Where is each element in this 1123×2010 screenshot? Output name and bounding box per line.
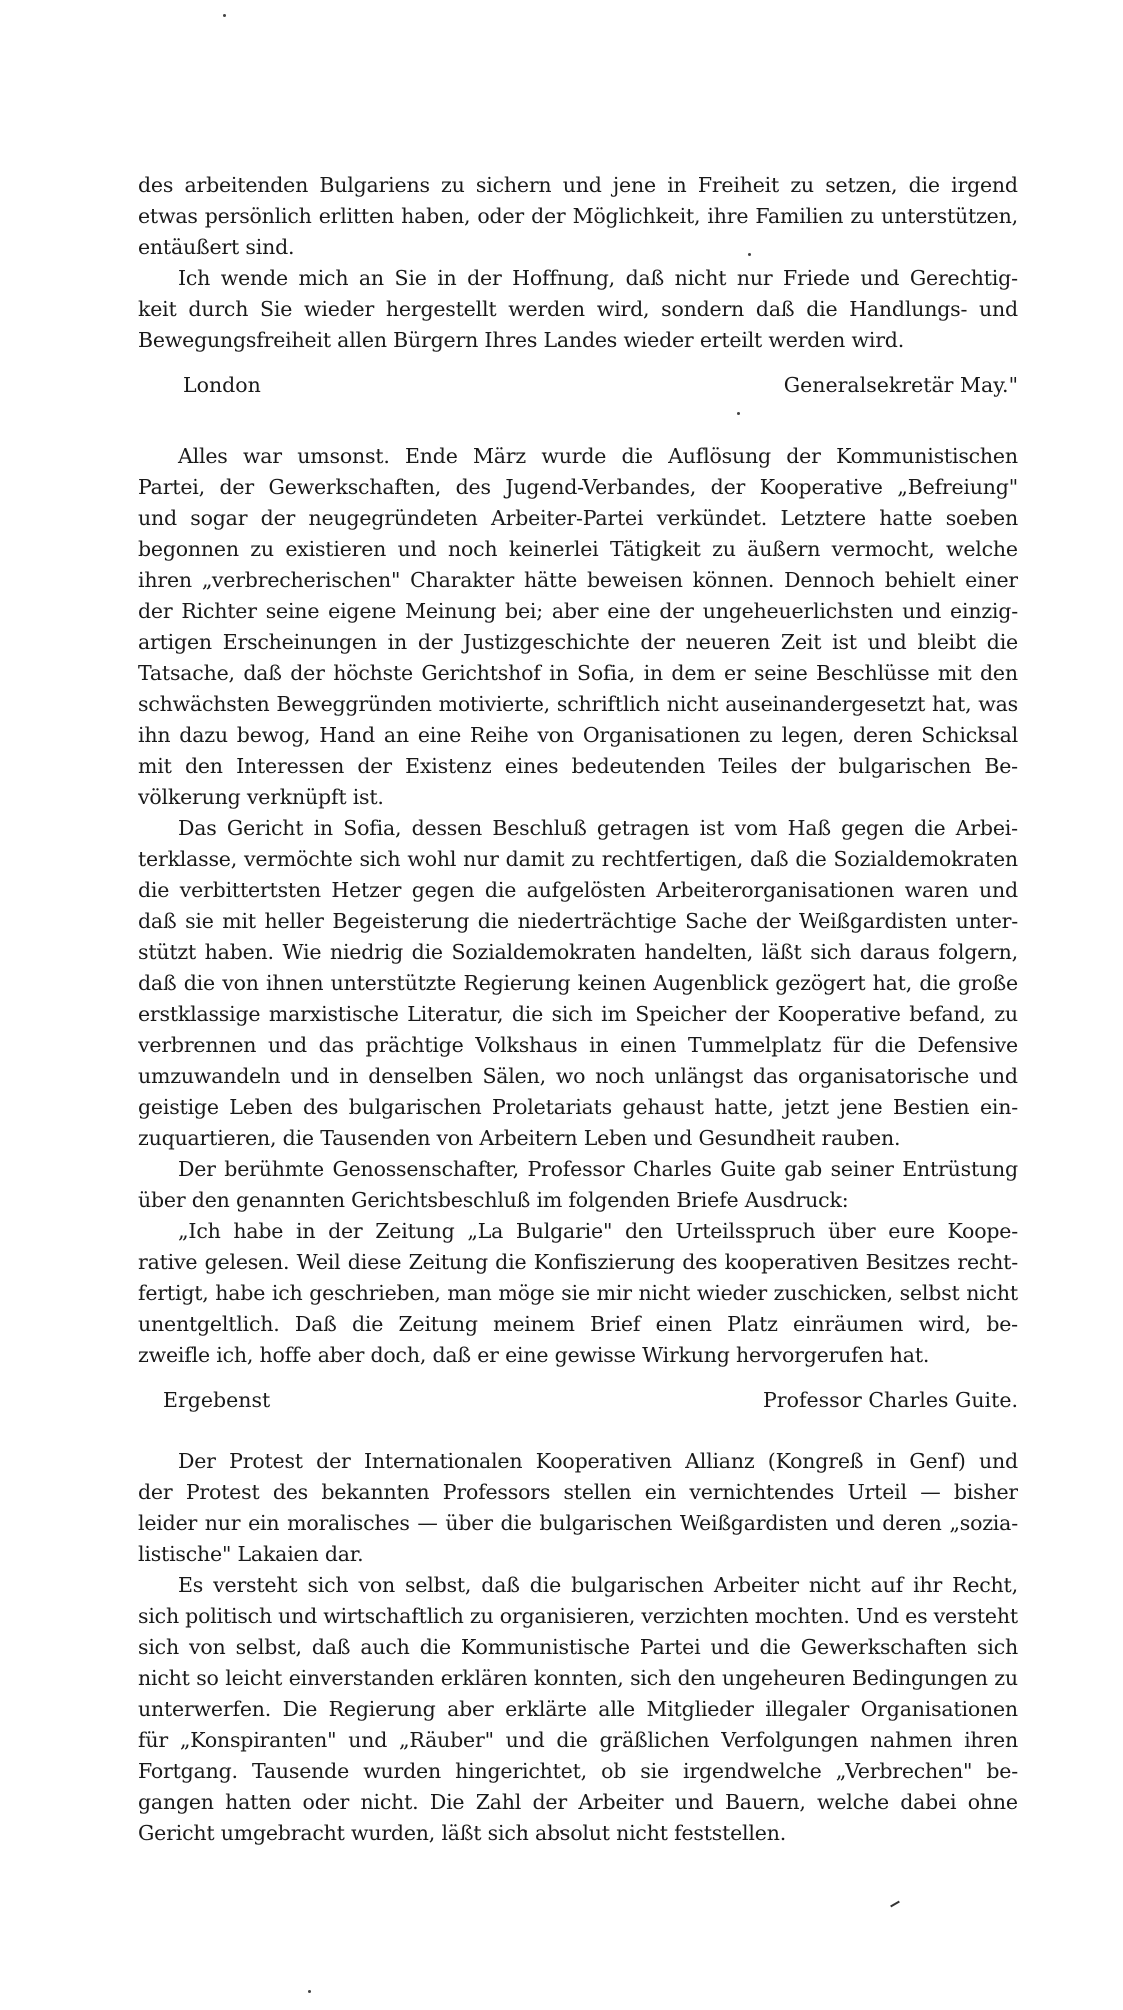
text-line: Ich wende mich an Sie in der Hoffnung, daß nicht nur Friede und Gerechtig- — [178, 266, 1018, 290]
signature-right: Professor Charles Guite. — [762, 1388, 1018, 1412]
text-line: begonnen zu existieren und noch keinerlei Tätigkeit zu äußern vermocht, welche — [138, 537, 1018, 561]
signature-line — [138, 370, 1018, 401]
signature-left: Ergebenst — [163, 1388, 271, 1412]
text-line: etwas persönlich erlitten haben, oder der Möglichkeit, ihre Familien zu unterstützen, — [138, 204, 1018, 228]
text-line: über den genannten Gerichtsbeschluß im folgenden Briefe Ausdruck: — [138, 1188, 849, 1212]
text-line: erstklassige marxistische Literatur, die sich im Speicher der Kooperative befand, zu — [138, 1002, 1018, 1026]
text-line: sich politisch und wirtschaftlich zu organisieren, verzichten mochten. Und es versteht — [138, 1604, 1018, 1628]
text-column — [138, 170, 1018, 1849]
text-line: Alles war umsonst. Ende März wurde die Auflösung der Kommunistischen — [178, 444, 1018, 468]
paragraph-p7 — [138, 1446, 1018, 1570]
text-line: terklasse, vermöchte sich wohl nur damit zu rechtfertigen, daß die Sozialdemokraten — [138, 847, 1018, 871]
scan-speck — [223, 14, 226, 17]
paragraph-p3 — [138, 441, 1018, 813]
scan-mark — [890, 1901, 900, 1908]
text-line: Bewegungsfreiheit allen Bürgern Ihres Landes wieder erteilt werden wird. — [138, 328, 905, 352]
paragraph-p2 — [138, 263, 1018, 356]
text-line: ihn dazu bewog, Hand an eine Reihe von Organisationen zu legen, deren Schicksal — [138, 723, 1018, 747]
text-line: leider nur ein moralisches — über die bulgarischen Weißgardisten und deren „sozia- — [138, 1511, 1018, 1535]
text-line: des arbeitenden Bulgariens zu sichern und jene in Freiheit zu setzen, die irgend — [138, 173, 1018, 197]
signature-left: London — [183, 373, 261, 397]
paragraph-p1 — [138, 170, 1018, 263]
text-line: artigen Erscheinungen in der Justizgeschichte der neueren Zeit ist und bleibt die — [138, 630, 1018, 654]
text-line: „Ich habe in der Zeitung „La Bulgarie" den Urteilsspruch über eure Koope- — [178, 1219, 1018, 1243]
text-line: Fortgang. Tausende wurden hingerichtet, ob sie irgendwelche „Verbrechen" be- — [138, 1759, 1018, 1783]
text-line: entäußert sind. — [138, 235, 295, 259]
spacer — [138, 401, 1018, 441]
text-line: verbrennen und das prächtige Volkshaus in einen Tummelplatz für die Defensive — [138, 1033, 1018, 1057]
text-line: stützt haben. Wie niedrig die Sozialdemokraten handelten, läßt sich daraus folgern, — [138, 940, 1018, 964]
text-line: Tatsache, daß der höchste Gerichtshof in Sofia, in dem er seine Beschlüsse mit den — [138, 661, 1018, 685]
text-line: Partei, der Gewerkschaften, des Jugend-Verbandes, der Kooperative „Befreiung" — [138, 475, 1018, 499]
signature-right: Generalsekretär May." — [783, 373, 1018, 397]
text-line: gangen hatten oder nicht. Die Zahl der Arbeiter und Bauern, welche dabei ohne — [138, 1790, 1018, 1814]
text-line: für „Konspiranten" und „Räuber" und die gräßlichen Verfolgungen nahmen ihren — [138, 1728, 1018, 1752]
text-line: und sogar der neugegründeten Arbeiter-Partei verkündet. Letztere hatte soeben — [138, 506, 1018, 530]
text-line: die verbittertsten Hetzer gegen die aufgelösten Arbeiterorganisationen waren und — [138, 878, 1018, 902]
text-line: rative gelesen. Weil diese Zeitung die Konfiszierung des kooperativen Besitzes recht- — [138, 1250, 1018, 1274]
text-line: umzuwandeln und in denselben Sälen, wo noch unlängst das organisatorische und — [138, 1064, 1018, 1088]
text-line: sich von selbst, daß auch die Kommunistische Partei und die Gewerkschaften sich — [138, 1635, 1018, 1659]
text-line: Das Gericht in Sofia, dessen Beschluß getragen ist vom Haß gegen die Arbei- — [178, 816, 1018, 840]
text-line: der Protest des bekannten Professors stellen ein vernichtendes Urteil — bisher — [138, 1480, 1018, 1504]
text-line: mit den Interessen der Existenz eines bedeutenden Teiles der bulgarischen Be- — [138, 754, 1018, 778]
text-line: fertigt, habe ich geschrieben, man möge sie mir nicht wieder zuschicken, selbst nicht — [138, 1281, 1018, 1305]
text-line: nicht so leicht einverstanden erklären konnten, sich den ungeheuren Bedingungen zu — [138, 1666, 1018, 1690]
text-line: Der Protest der Internationalen Kooperativen Allianz (Kongreß in Genf) und — [178, 1449, 1018, 1473]
paragraph-p8 — [138, 1570, 1018, 1849]
text-line: daß die von ihnen unterstützte Regierung keinen Augenblick gezögert hat, die große — [138, 971, 1018, 995]
text-line: unterwerfen. Die Regierung aber erklärte alle Mitglieder illegaler Organisationen — [138, 1697, 1018, 1721]
text-line: ihren „verbrecherischen" Charakter hätte beweisen können. Dennoch behielt einer — [138, 568, 1018, 592]
text-line: Es versteht sich von selbst, daß die bulgarischen Arbeiter nicht auf ihr Recht, — [178, 1573, 1018, 1597]
spacer — [138, 356, 1018, 370]
paragraph-p6 — [138, 1216, 1018, 1371]
text-line: keit durch Sie wieder hergestellt werden wird, sondern daß die Handlungs- und — [138, 297, 1018, 321]
spacer — [138, 1371, 1018, 1385]
text-line: zuquartieren, die Tausenden von Arbeitern Leben und Gesundheit rauben. — [138, 1126, 901, 1150]
text-line: daß sie mit heller Begeisterung die niederträchtige Sache der Weißgardisten unter- — [138, 909, 1018, 933]
text-line: zweifle ich, hoffe aber doch, daß er eine gewisse Wirkung hervorgerufen hat. — [138, 1343, 930, 1367]
text-line: völkerung verknüpft ist. — [138, 785, 384, 809]
text-line: Gericht umgebracht wurden, läßt sich absolut nicht feststellen. — [138, 1821, 787, 1845]
signature-line — [138, 1385, 1018, 1416]
spacer — [138, 1416, 1018, 1446]
text-line: listische" Lakaien dar. — [138, 1542, 364, 1566]
text-line: Der berühmte Genossenschafter, Professor Charles Guite gab seiner Entrüstung — [178, 1157, 1018, 1181]
text-line: geistige Leben des bulgarischen Proletariats gehaust hatte, jetzt jene Bestien ein- — [138, 1095, 1018, 1119]
text-line: schwächsten Beweggründen motivierte, schriftlich nicht auseinandergesetzt hat, was — [138, 692, 1018, 716]
paragraph-p5 — [138, 1154, 1018, 1216]
text-line: unentgeltlich. Daß die Zeitung meinem Brief einen Platz einräumen wird, be- — [138, 1312, 1018, 1336]
paragraph-p4 — [138, 813, 1018, 1154]
text-line: der Richter seine eigene Meinung bei; aber eine der ungeheuerlichsten und einzig- — [138, 599, 1018, 623]
scan-speck — [308, 1990, 311, 1993]
